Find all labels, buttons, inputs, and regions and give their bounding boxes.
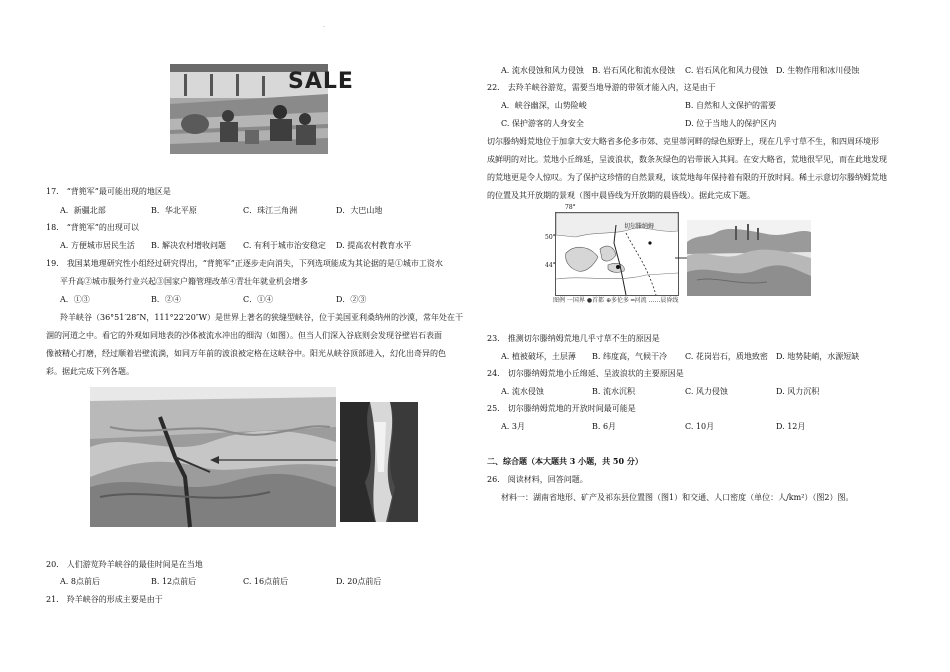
passage1-line-3: 像被精心打磨，经过顺着岩壁流淌，如同万年前的波浪被定格在这峡谷中。阳光从峡谷顶部进入，幻化出奇异的色 (46, 349, 446, 358)
q22-option-c: C. 保护游客的人身安全 (501, 119, 584, 128)
q17-option-b: B．华北平原 (151, 206, 197, 215)
q23-option-c: C. 花岗岩石，质地致密 (685, 352, 768, 361)
q20-option-c: C. 16点前后 (243, 577, 289, 586)
q17-option-c: C．珠江三角洲 (243, 206, 298, 215)
q26-material-1: 材料一：湖南省地形、矿产及祁东县位置图（图1）和交通、人口密度（单位：人/km²）（图2）图。 (501, 493, 854, 502)
q21-option-d: D. 生物作用和冰川侵蚀 (776, 66, 860, 75)
q18-option-c: C. 有利于城市治安稳定 (243, 241, 326, 250)
photo-sale-sign: SALE (288, 69, 354, 94)
q19-option-a: A．①③ (60, 295, 90, 304)
passage1-line-2: 涸的河道之中。看它的外观如同地表的沙体被流水冲出的细沟（如图）。但当人们深入谷底则会发现谷壁岩石表面 (46, 331, 442, 340)
q25-option-c: C. 10月 (685, 422, 715, 431)
q22-stem: 22. 去羚羊峡谷游览，需要当地导游的带领才能入内，这是由于 (487, 83, 716, 92)
q21-option-c: C. 岩石风化和风力侵蚀 (685, 66, 768, 75)
canyon-interior-drawing (340, 402, 418, 522)
q18-option-d: D. 提高农村教育水平 (336, 241, 412, 250)
photo-bangbang-porters (170, 64, 354, 154)
q24-stem: 24. 切尔滕纳姆荒地小丘绵延、呈波浪状的主要原因是 (487, 369, 684, 378)
canyon-arrow (210, 455, 340, 465)
q24-option-d: D. 风力沉积 (776, 387, 820, 396)
q23-stem: 23. 推测切尔滕纳姆荒地几乎寸草不生的原因是 (487, 334, 660, 343)
q20-stem: 20. 人们游览羚羊峡谷的最佳时间是在当地 (46, 560, 203, 569)
q21-option-a: A. 流水侵蚀和风力侵蚀 (501, 66, 584, 75)
q21-stem: 21. 羚羊峡谷的形成主要是由于 (46, 595, 163, 604)
q19-option-d: D．②③ (336, 295, 367, 304)
q23-option-b: B. 纬度高，气候干冷 (592, 352, 667, 361)
passage2-line-3: 的荒地更是令人惊叹。为了保护这珍惜的自然景观，该荒地每年保持着有限的开放时间。稀土示意切尔滕纳姆荒地 (487, 173, 887, 182)
q25-option-d: D. 12月 (776, 422, 806, 431)
map-caption: 图例 一国界 ●首都 ⊕多伦多 ━河流 ……晨昏线 (553, 297, 679, 304)
q25-stem: 25. 切尔滕纳姆荒地的开放时间最可能是 (487, 404, 636, 413)
q22-option-a: A．峡谷幽深，山势险峻 (501, 101, 587, 110)
q20-option-b: B. 12点前后 (151, 577, 197, 586)
page-mark: · (323, 24, 325, 31)
q23-option-a: A. 植被破坏，土层薄 (501, 352, 576, 361)
q22-option-b: B. 自然和人文保护的需要 (685, 101, 776, 110)
q18-option-b: B. 解决农村增收问题 (151, 241, 226, 250)
q21-option-b: B. 岩石风化和流水侵蚀 (592, 66, 675, 75)
location-map-drawing (556, 213, 678, 295)
section2-heading: 二、综合题（本大题共 3 小题，共 50 分） (487, 456, 643, 466)
q18-stem: 18. “背篼军”的出现可以 (46, 223, 139, 232)
passage2-line-1: 切尔滕纳姆荒地位于加拿大安大略省多伦多市郊、克里蒂河畔的绿色原野上，现在几乎寸草不生，和四周环境形 (487, 137, 879, 146)
q19-option-b: B．②④ (151, 295, 181, 304)
q18-option-a: A. 方便城市居民生活 (60, 241, 135, 250)
q24-option-b: B. 流水沉积 (592, 387, 635, 396)
q19-option-c: C．①④ (243, 295, 274, 304)
q17-option-a: A．新疆北部 (60, 206, 106, 215)
passage2-line-2: 成鲜明的对比。荒地小丘绵延，呈波浪状，数条灰绿色的岩带嵌入其间。在安大略省，荒地很罕见，而在此地发现 (487, 155, 887, 164)
map-latitude-bottom: 44° (545, 262, 556, 269)
photo-badlands (687, 220, 811, 296)
q23-option-d: D. 地势陡峭，水源短缺 (776, 352, 860, 361)
passage1-line-1: 羚羊峡谷（36°51′28″N，111°22′20″W）是世界上著名的狭缝型峡谷，位于美国亚利桑纳州的沙漠，常年处在干 (60, 313, 463, 322)
q22-option-d: D. 位于当地人的保护区内 (685, 119, 777, 128)
passage2-line-4: 的位置及其开放期的景观（图中晨昏线为开放期的晨昏线）。据此完成下题。 (487, 191, 755, 200)
q20-option-a: A. 8点前后 (60, 577, 100, 586)
badlands-drawing (687, 220, 811, 296)
location-map (555, 212, 679, 296)
q26-stem: 26. 阅读材料，回答问题。 (487, 475, 588, 484)
q25-option-a: A. 3月 (501, 422, 525, 431)
photo-canyon-interior (340, 402, 418, 522)
q24-option-a: A. 流水侵蚀 (501, 387, 544, 396)
map-place-label: 切尔滕纳姆 (624, 223, 655, 230)
q17-option-d: D．大巴山地 (336, 206, 383, 215)
q24-option-c: C. 风力侵蚀 (685, 387, 728, 396)
q25-option-b: B. 6月 (592, 422, 617, 431)
q19-stem-continued: 平升高②城市服务行业兴起③国家户籍管理改革④青壮年就业机会增多 (60, 277, 308, 286)
q19-stem: 19. 我国某地理研究性小组经过研究得出，“背篼军”正逐步走向消失，下列选项能成为其论据的是①城市工资水 (46, 259, 443, 268)
q17-stem: 17. “背篼军”最可能出现的地区是 (46, 187, 171, 196)
passage1-line-4: 彩。据此完成下列各题。 (46, 367, 134, 376)
map-latitude-top: 50° (545, 234, 556, 241)
q20-option-d: D. 20点前后 (336, 577, 382, 586)
map-longitude-label: 78° (565, 204, 576, 211)
